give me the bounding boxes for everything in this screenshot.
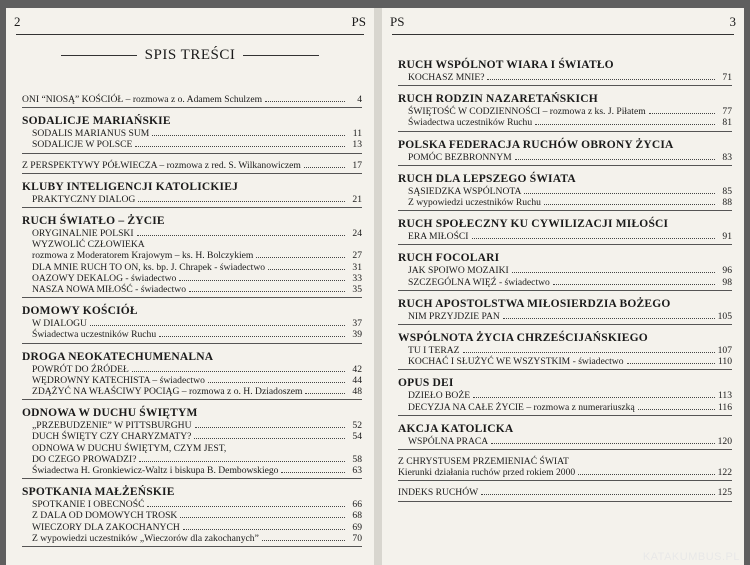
toc-row-text: KOCHASZ MNIE?	[408, 72, 485, 83]
leader-dots	[265, 101, 345, 102]
toc-section	[398, 172, 732, 211]
leader-dots	[189, 291, 345, 292]
toc-section	[398, 456, 732, 481]
toc-row-text: Z wypowiedzi uczestników „Wieczorów dla zakochanych”	[32, 532, 259, 544]
toc-title: SPIS TREŚCI	[144, 46, 236, 63]
toc-row[interactable]	[22, 329, 362, 340]
toc-section	[398, 297, 732, 325]
toc-row-page: 52	[352, 420, 362, 432]
toc-row[interactable]	[398, 265, 732, 276]
leader-dots	[472, 238, 716, 239]
section-heading: RUCH SPOŁECZNY KU CYWILIZACJI MIŁOŚCI	[398, 218, 669, 231]
leader-dots	[638, 409, 715, 410]
toc-row-page: 122	[717, 467, 732, 479]
toc-section	[22, 350, 362, 401]
left-toc	[22, 94, 362, 553]
toc-row-page: 54	[352, 431, 362, 443]
leader-dots	[305, 393, 345, 394]
toc-row[interactable]	[22, 94, 362, 105]
toc-row[interactable]	[22, 239, 362, 250]
ps-logo-left: PS	[351, 14, 366, 29]
leader-dots	[195, 427, 345, 428]
toc-row-text: ONI “NIOSĄ” KOŚCIÓŁ – rozmowa z o. Adamem Schulzem	[22, 94, 263, 105]
toc-row-text: SODALIS MARIANUS SUM	[32, 128, 150, 140]
toc-row-page: 96	[722, 265, 732, 277]
toc-row-page: 37	[352, 318, 362, 330]
toc-row-text: rozmowa z Moderatorem Krajowym – ks. H. Bolczykiem	[32, 250, 254, 262]
toc-row[interactable]	[398, 277, 732, 288]
section-heading: KLUBY INTELIGENCJI KATOLICKIEJ	[22, 180, 239, 193]
leader-dots	[535, 124, 715, 125]
toc-row[interactable]	[398, 72, 732, 83]
leader-dots	[268, 269, 345, 270]
toc-row-page: 113	[717, 390, 732, 402]
toc-row-text: Z PERSPEKTYWY PÓŁWIECZA – rozmowa z red. S. Wilkanowiczem	[22, 159, 301, 171]
toc-row-page: 110	[717, 356, 732, 368]
left-page	[6, 8, 374, 565]
toc-row-text: JAK SPOIWO MOZAIKI	[408, 265, 509, 277]
toc-row-page: 66	[352, 499, 362, 511]
toc-row[interactable]	[22, 160, 362, 171]
toc-row[interactable]	[22, 139, 362, 150]
toc-row[interactable]	[22, 443, 362, 454]
leader-dots	[139, 461, 345, 462]
toc-row[interactable]	[22, 228, 362, 239]
toc-row[interactable]	[22, 522, 362, 533]
toc-row-page: 77	[722, 106, 732, 118]
toc-section	[22, 180, 362, 208]
toc-row[interactable]	[398, 186, 732, 197]
toc-row-page: 116	[717, 401, 732, 413]
toc-row-text: Z CHRYSTUSEM PRZEMIENIAĆ ŚWIAT	[398, 456, 569, 468]
toc-section	[22, 114, 362, 153]
toc-row-text: DECYZJA NA CAŁE ŻYCIE – rozmowa z numerariuszką	[408, 401, 635, 413]
top-rule-right	[392, 34, 734, 35]
toc-row-text: WĘDROWNY KATECHISTA – świadectwo	[32, 374, 205, 386]
toc-row-page: 125	[717, 487, 732, 499]
toc-row[interactable]	[22, 431, 362, 442]
toc-row-page: 13	[352, 139, 362, 151]
leader-dots	[159, 336, 345, 337]
leader-dots	[183, 529, 345, 530]
toc-row-text: NIM PRZYJDZIE PAN	[408, 310, 500, 322]
toc-row-page: 83	[722, 151, 732, 163]
toc-row-page: 98	[722, 276, 732, 288]
toc-row-text: POWRÓT DO ŹRÓDEŁ	[32, 363, 129, 375]
toc-section	[22, 485, 362, 547]
toc-row-text: WIECZORY DLA ZAKOCHANYCH	[32, 521, 180, 533]
toc-section	[398, 58, 732, 86]
toc-row-page: 44	[352, 374, 362, 386]
toc-row-page: 71	[722, 72, 732, 83]
leader-dots	[90, 325, 345, 326]
toc-row[interactable]	[22, 273, 362, 284]
toc-row-page: 85	[722, 185, 732, 197]
leader-dots	[147, 506, 345, 507]
toc-row-page: 39	[352, 329, 362, 341]
section-heading: SPOTKANIA MAŁŻEŃSKIE	[22, 486, 175, 499]
toc-entry-top	[22, 94, 362, 108]
toc-row-text: SZCZEGÓLNA WIĘŹ - świadectwo	[408, 276, 550, 288]
toc-row-text: DZIEŁO BOŻE	[408, 390, 471, 402]
toc-row-page: 48	[352, 386, 362, 398]
toc-section	[398, 138, 732, 166]
section-heading: RUCH FOCOLARI	[398, 252, 500, 265]
leader-dots	[649, 113, 715, 114]
toc-row-text: Świadectwa uczestników Ruchu	[32, 329, 157, 341]
toc-section	[398, 92, 732, 131]
toc-row[interactable]	[22, 318, 362, 329]
toc-row-page: 68	[352, 510, 362, 522]
toc-row-page: 31	[352, 261, 362, 273]
section-heading: DROGA NEOKATECHUMENALNA	[22, 350, 214, 363]
leader-dots	[281, 472, 345, 473]
toc-row-text: ORYGINALNIE POLSKI	[32, 228, 134, 240]
toc-row[interactable]	[398, 390, 732, 401]
leader-dots	[487, 79, 715, 80]
leader-dots	[152, 135, 345, 136]
left-page-number: 2	[14, 14, 21, 29]
leader-dots	[512, 272, 715, 273]
toc-row-text: SODALICJE W POLSCE	[32, 139, 133, 151]
right-page	[382, 8, 744, 565]
toc-row-text: INDEKS RUCHÓW	[398, 487, 479, 499]
toc-row-text: SĄSIEDZKA WSPÓLNOTA	[408, 185, 522, 197]
toc-row-page: 107	[717, 345, 732, 357]
toc-row-text: ERA MIŁOŚCI	[408, 231, 469, 243]
section-heading: RUCH DLA LEPSZEGO ŚWIATA	[398, 172, 576, 185]
leader-dots	[180, 517, 345, 518]
toc-row-text: TU I TERAZ	[408, 345, 460, 357]
toc-row[interactable]	[398, 152, 732, 163]
toc-row-text: DO CZEGO PROWADZI?	[32, 453, 137, 465]
section-heading: ODNOWA W DUCHU ŚWIĘTYM	[22, 407, 198, 420]
title-rule-left	[61, 55, 137, 56]
toc-section	[398, 331, 732, 370]
toc-row[interactable]	[22, 375, 362, 386]
toc-row[interactable]	[22, 386, 362, 397]
toc-row[interactable]	[22, 420, 362, 431]
toc-row-text: Świadectwa H. Gronkiewicz-Waltz i biskupa B. Dembowskiego	[32, 465, 279, 477]
leader-dots	[135, 146, 345, 147]
toc-row[interactable]	[398, 197, 732, 208]
toc-row[interactable]	[398, 436, 732, 447]
toc-section	[398, 422, 732, 450]
toc-row[interactable]	[398, 117, 732, 128]
toc-row-text: KOCHAĆ I SŁUŻYĆ WE WSZYSTKIM - świadectwo	[408, 356, 624, 368]
toc-section	[398, 217, 732, 245]
leader-dots	[515, 159, 715, 160]
toc-row[interactable]	[398, 487, 732, 498]
section-heading: OPUS DEI	[398, 377, 454, 390]
toc-row-text: Z DALA OD DOMOWYCH TROSK	[32, 510, 178, 522]
toc-row[interactable]	[398, 467, 732, 478]
toc-section	[398, 251, 732, 290]
leader-dots	[473, 397, 715, 398]
toc-section	[22, 406, 362, 479]
toc-row-page: 42	[352, 363, 362, 375]
toc-row[interactable]	[398, 402, 732, 413]
toc-section	[398, 376, 732, 415]
leader-dots	[627, 363, 715, 364]
toc-section	[22, 160, 362, 174]
toc-row[interactable]	[22, 364, 362, 375]
leader-dots	[544, 204, 715, 205]
toc-section	[398, 487, 732, 501]
toc-row-page: 88	[722, 197, 732, 209]
section-heading: RUCH APOSTOLSTWA MIŁOSIERDZIA BOŻEGO	[398, 297, 671, 310]
toc-row-page: 27	[352, 250, 362, 262]
leader-dots	[503, 318, 715, 319]
leader-dots	[194, 438, 345, 439]
toc-row[interactable]	[398, 356, 732, 367]
toc-row[interactable]	[22, 194, 362, 205]
toc-row-text: ŚWIĘTOŚĆ W CODZIENNOŚCI – rozmowa z ks. J. Piłatem	[408, 106, 646, 118]
toc-row-text: WYZWOLIĆ CZŁOWIEKA	[32, 239, 145, 251]
section-heading: AKCJA KATOLICKA	[398, 422, 514, 435]
toc-row-page: 24	[352, 228, 362, 240]
toc-row[interactable]	[398, 456, 732, 467]
toc-row[interactable]	[22, 250, 362, 261]
toc-row-text: OAZOWY DEKALOG - świadectwo	[32, 272, 177, 284]
toc-row[interactable]	[22, 510, 362, 521]
right-page-number: 3	[729, 14, 736, 29]
toc-row-text: „PRZEBUDZENIE” W PITTSBURGHU	[32, 420, 192, 432]
toc-row-text: W DIALOGU	[32, 318, 87, 330]
ps-logo-right: PS	[390, 14, 405, 29]
leader-dots	[138, 201, 345, 202]
toc-row-page: 21	[352, 193, 362, 205]
toc-row[interactable]	[22, 454, 362, 465]
toc-row-page: 120	[717, 435, 732, 447]
toc-row-text: PRAKTYCZNY DIALOG	[32, 193, 136, 205]
toc-row-text: Kierunki działania ruchów przed rokiem 2000	[398, 467, 576, 479]
toc-row[interactable]	[398, 345, 732, 356]
leader-dots	[208, 382, 345, 383]
leader-dots	[304, 167, 345, 168]
toc-row-text: SPOTKANIE I OBECNOŚĆ	[32, 499, 145, 511]
toc-row-page: 4	[357, 94, 362, 105]
leader-dots	[179, 280, 345, 281]
toc-row[interactable]	[22, 499, 362, 510]
toc-row-page: 105	[717, 310, 732, 322]
leader-dots	[491, 443, 714, 444]
toc-section	[22, 214, 362, 298]
toc-row[interactable]	[398, 311, 732, 322]
toc-row-page: 63	[352, 465, 362, 477]
toc-section	[22, 304, 362, 343]
section-heading: WSPÓLNOTA ŻYCIA CHRZEŚCIJAŃSKIEGO	[398, 332, 648, 345]
toc-row-text: Z wypowiedzi uczestników Ruchu	[408, 197, 541, 209]
toc-row-text: NASZA NOWA MIŁOŚĆ - świadectwo	[32, 284, 187, 296]
section-heading: RUCH WSPÓLNOT WIARA I ŚWIATŁO	[398, 59, 614, 71]
right-toc	[398, 58, 732, 508]
toc-row-page: 33	[352, 272, 362, 284]
toc-row-page: 69	[352, 521, 362, 533]
leader-dots	[553, 284, 715, 285]
leader-dots	[578, 474, 714, 475]
toc-row-page: 17	[352, 159, 362, 171]
toc-row-text: POMÓC BEZBRONNYM	[408, 151, 512, 163]
toc-row[interactable]	[22, 128, 362, 139]
leader-dots	[132, 371, 345, 372]
leader-dots	[262, 540, 345, 541]
toc-row-text: DUCH ŚWIĘTY CZY CHARYZMATY?	[32, 431, 192, 443]
toc-row[interactable]	[22, 284, 362, 295]
toc-row-text: DLA MNIE RUCH TO ON, ks. bp. J. Chrapek - świadectwo	[32, 261, 266, 273]
toc-row-page: 81	[722, 117, 732, 129]
leader-dots	[481, 494, 714, 495]
leader-dots	[524, 193, 715, 194]
section-heading: DOMOWY KOŚCIÓŁ	[22, 305, 138, 318]
toc-row[interactable]	[22, 262, 362, 273]
watermark: KATAKUMBUS.PL	[642, 551, 740, 563]
title-rule-right	[243, 55, 319, 56]
section-heading: RUCH RODZIN NAZARETAŃSKICH	[398, 93, 598, 106]
toc-row-page: 70	[352, 532, 362, 544]
toc-row-text: ODNOWA W DUCHU ŚWIĘTYM, CZYM JEST,	[32, 442, 227, 454]
top-rule-left	[16, 34, 364, 35]
section-heading: SODALICJE MARIAŃSKIE	[22, 115, 171, 128]
toc-row-text: WSPÓLNA PRACA	[408, 435, 489, 447]
section-heading: RUCH ŚWIATŁO – ŻYCIE	[22, 215, 165, 228]
toc-row-text: ZDĄŻYĆ NA WŁAŚCIWY POCIĄG – rozmowa z o. H. Dziadoszem	[32, 386, 303, 398]
toc-row-page: 91	[722, 231, 732, 243]
toc-row[interactable]	[398, 231, 732, 242]
toc-row-page: 58	[352, 453, 362, 465]
leader-dots	[256, 257, 345, 258]
leader-dots	[463, 352, 715, 353]
leader-dots	[137, 235, 345, 236]
toc-title-block	[6, 46, 374, 64]
section-heading: POLSKA FEDERACJA RUCHÓW OBRONY ŻYCIA	[398, 138, 674, 151]
toc-row-text: Świadectwa uczestników Ruchu	[408, 117, 533, 129]
toc-row[interactable]	[22, 533, 362, 544]
toc-row-page: 35	[352, 284, 362, 296]
book-gutter	[374, 8, 382, 565]
toc-row-page: 11	[352, 128, 362, 140]
toc-row[interactable]	[22, 465, 362, 476]
toc-row[interactable]	[398, 106, 732, 117]
